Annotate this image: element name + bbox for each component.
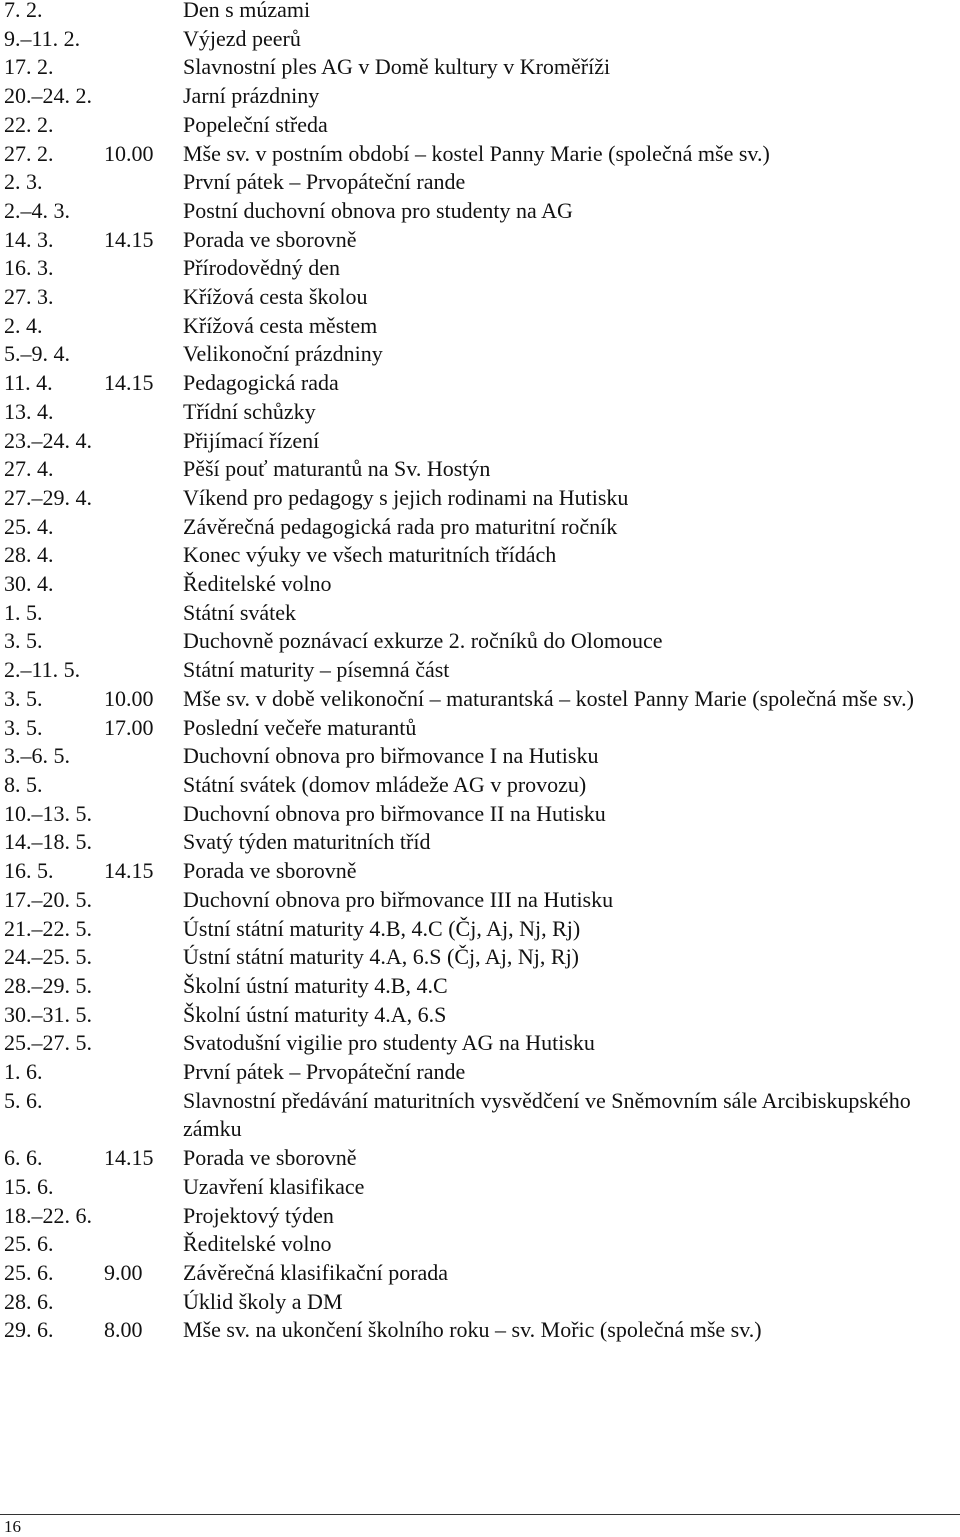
schedule-row <box>4 1029 944 1058</box>
schedule-row <box>4 254 944 283</box>
event-date: 15. 6. <box>4 1173 54 1199</box>
event-description: Popeleční středa <box>183 111 328 137</box>
event-description: Poslední večeře maturantů <box>183 714 417 740</box>
event-description: Svatodušní vigilie pro studenty AG na Hutisku <box>183 1030 595 1056</box>
schedule-row <box>4 771 944 800</box>
event-description: Mše sv. na ukončení školního roku – sv. Mořic (společná mše sv.) <box>183 1317 762 1343</box>
schedule-row <box>4 943 944 972</box>
schedule-row <box>4 886 944 915</box>
event-date: 17.–20. 5. <box>4 886 92 912</box>
event-description: Pěší pouť maturantů na Sv. Hostýn <box>183 456 491 482</box>
event-time: 8.00 <box>104 1317 143 1343</box>
event-date: 27.–29. 4. <box>4 484 92 510</box>
event-date: 27. 4. <box>4 456 54 482</box>
schedule-row <box>4 1288 944 1317</box>
event-description: Pedagogická rada <box>183 370 339 396</box>
event-date: 3.–6. 5. <box>4 743 70 769</box>
event-time: 14.15 <box>104 226 154 252</box>
event-time: 10.00 <box>104 140 154 166</box>
event-date: 28.–29. 5. <box>4 972 92 998</box>
schedule-list <box>4 0 944 1345</box>
schedule-row <box>4 1001 944 1030</box>
event-description: Státní svátek <box>183 599 297 625</box>
event-date: 2. 4. <box>4 312 43 338</box>
event-description: Velikonoční prázdniny <box>183 341 383 367</box>
schedule-row <box>4 283 944 312</box>
event-description: Závěrečná pedagogická rada pro maturitní ročník <box>183 513 618 539</box>
event-date: 25.–27. 5. <box>4 1030 92 1056</box>
event-description: Přijímací řízení <box>183 427 320 453</box>
event-description: Jarní prázdniny <box>183 83 320 109</box>
event-date: 27. 2. <box>4 140 54 166</box>
event-time: 17.00 <box>104 714 154 740</box>
schedule-row <box>4 369 944 398</box>
event-description: Den s múzami <box>183 0 311 22</box>
event-description: Přírodovědný den <box>183 255 341 281</box>
event-description: Mše sv. v době velikonoční – maturantská – kostel Panny Marie (společná mše sv.) <box>183 685 914 711</box>
event-description: Duchovní obnova pro biřmovance II na Hutisku <box>183 800 606 826</box>
event-description: Ředitelské volno <box>183 571 332 597</box>
event-date: 9.–11. 2. <box>4 25 81 51</box>
event-date: 22. 2. <box>4 111 54 137</box>
event-description: Ústní státní maturity 4.A, 6.S (Čj, Aj, Nj, Rj) <box>183 944 580 970</box>
event-description: Svatý týden maturitních tříd <box>183 829 431 855</box>
schedule-row <box>4 828 944 857</box>
schedule-row <box>4 800 944 829</box>
schedule-row <box>4 685 944 714</box>
schedule-row <box>4 1259 944 1288</box>
event-date: 8. 5. <box>4 771 43 797</box>
event-date: 18.–22. 6. <box>4 1202 92 1228</box>
schedule-row <box>4 1173 944 1202</box>
event-description: Státní svátek (domov mládeže AG v provozu) <box>183 771 587 797</box>
schedule-row <box>4 541 944 570</box>
event-date: 28. 6. <box>4 1288 54 1314</box>
event-date: 1. 5. <box>4 599 43 625</box>
event-time: 14.15 <box>104 1145 154 1171</box>
schedule-row <box>4 168 944 197</box>
schedule-row <box>4 340 944 369</box>
event-date: 5. 6. <box>4 1087 43 1113</box>
event-time: 9.00 <box>104 1259 143 1285</box>
schedule-row <box>4 140 944 169</box>
event-description: Slavnostní ples AG v Domě kultury v Kroměříži <box>183 54 611 80</box>
event-description: Školní ústní maturity 4.A, 6.S <box>183 1001 447 1027</box>
schedule-row <box>4 25 944 54</box>
event-date: 3. 5. <box>4 714 43 740</box>
event-description: Křížová cesta školou <box>183 284 368 310</box>
schedule-row <box>4 0 944 25</box>
schedule-row <box>4 82 944 111</box>
event-date: 21.–22. 5. <box>4 915 92 941</box>
schedule-row <box>4 312 944 341</box>
schedule-row <box>4 570 944 599</box>
event-date: 16. 3. <box>4 255 54 281</box>
event-description: Výjezd peerů <box>183 25 301 51</box>
event-date: 25. 4. <box>4 513 54 539</box>
schedule-row <box>4 53 944 82</box>
schedule-row <box>4 398 944 427</box>
event-date: 13. 4. <box>4 398 54 424</box>
schedule-row <box>4 742 944 771</box>
event-date: 30.–31. 5. <box>4 1001 92 1027</box>
event-description: Mše sv. v postním období – kostel Panny Marie (společná mše sv.) <box>183 140 770 166</box>
schedule-row <box>4 111 944 140</box>
event-description: Státní maturity – písemná část <box>183 657 450 683</box>
event-date: 11. 4. <box>4 370 53 396</box>
schedule-row <box>4 972 944 1001</box>
event-date: 3. 5. <box>4 628 43 654</box>
schedule-row <box>4 226 944 255</box>
event-description: Ředitelské volno <box>183 1231 332 1257</box>
event-description: Křížová cesta městem <box>183 312 378 338</box>
event-date: 2.–11. 5. <box>4 657 81 683</box>
schedule-row <box>4 1316 944 1345</box>
event-description: Porada ve sborovně <box>183 1145 357 1171</box>
event-date: 14. 3. <box>4 226 54 252</box>
event-description: Třídní schůzky <box>183 398 316 424</box>
event-description: První pátek – Prvopáteční rande <box>183 1059 466 1085</box>
event-description: Školní ústní maturity 4.B, 4.C <box>183 972 448 998</box>
event-date: 16. 5. <box>4 858 54 884</box>
event-date: 30. 4. <box>4 571 54 597</box>
schedule-row <box>4 197 944 226</box>
event-description: Konec výuky ve všech maturitních třídách <box>183 542 557 568</box>
schedule-row <box>4 857 944 886</box>
event-time: 14.15 <box>104 858 154 884</box>
schedule-row <box>4 484 944 513</box>
event-date: 28. 4. <box>4 542 54 568</box>
event-description: Uzavření klasifikace <box>183 1173 365 1199</box>
page-number: 16 <box>4 1517 21 1536</box>
schedule-row <box>4 1087 944 1144</box>
event-date: 23.–24. 4. <box>4 427 92 453</box>
event-description: Porada ve sborovně <box>183 858 357 884</box>
event-date: 10.–13. 5. <box>4 800 92 826</box>
event-date: 2.–4. 3. <box>4 197 70 223</box>
event-description: Porada ve sborovně <box>183 226 357 252</box>
event-date: 5.–9. 4. <box>4 341 70 367</box>
footer-divider <box>0 1514 960 1515</box>
event-description: Slavnostní předávání maturitních vysvědčení ve Sněmovním sále Arcibiskupského zámku <box>183 1087 911 1142</box>
schedule-row <box>4 915 944 944</box>
event-description: Ústní státní maturity 4.B, 4.C (Čj, Aj, Nj, Rj) <box>183 915 581 941</box>
event-description: Duchovně poznávací exkurze 2. ročníků do Olomouce <box>183 628 663 654</box>
event-description: Úklid školy a DM <box>183 1288 343 1314</box>
schedule-row <box>4 427 944 456</box>
event-date: 25. 6. <box>4 1259 54 1285</box>
schedule-row <box>4 599 944 628</box>
event-description: První pátek – Prvopáteční rande <box>183 169 466 195</box>
event-date: 2. 3. <box>4 169 43 195</box>
event-date: 6. 6. <box>4 1145 43 1171</box>
schedule-row <box>4 1144 944 1173</box>
event-time: 10.00 <box>104 685 154 711</box>
event-date: 29. 6. <box>4 1317 54 1343</box>
event-date: 27. 3. <box>4 284 54 310</box>
event-date: 3. 5. <box>4 685 43 711</box>
event-date: 20.–24. 2. <box>4 83 92 109</box>
event-date: 25. 6. <box>4 1231 54 1257</box>
event-description: Duchovní obnova pro biřmovance I na Hutisku <box>183 743 599 769</box>
event-time: 14.15 <box>104 370 154 396</box>
event-description: Postní duchovní obnova pro studenty na AG <box>183 197 573 223</box>
schedule-row <box>4 1230 944 1259</box>
schedule-row <box>4 627 944 656</box>
event-description: Projektový týden <box>183 1202 334 1228</box>
event-date: 17. 2. <box>4 54 54 80</box>
schedule-row <box>4 1058 944 1087</box>
event-date: 7. 2. <box>4 0 43 22</box>
schedule-row <box>4 1202 944 1231</box>
event-description: Závěrečná klasifikační porada <box>183 1259 449 1285</box>
event-description: Víkend pro pedagogy s jejich rodinami na Hutisku <box>183 484 629 510</box>
event-date: 24.–25. 5. <box>4 944 92 970</box>
schedule-row <box>4 656 944 685</box>
event-description: Duchovní obnova pro biřmovance III na Hutisku <box>183 886 614 912</box>
event-date: 1. 6. <box>4 1059 43 1085</box>
schedule-row <box>4 714 944 743</box>
event-date: 14.–18. 5. <box>4 829 92 855</box>
schedule-row <box>4 513 944 542</box>
schedule-row <box>4 455 944 484</box>
